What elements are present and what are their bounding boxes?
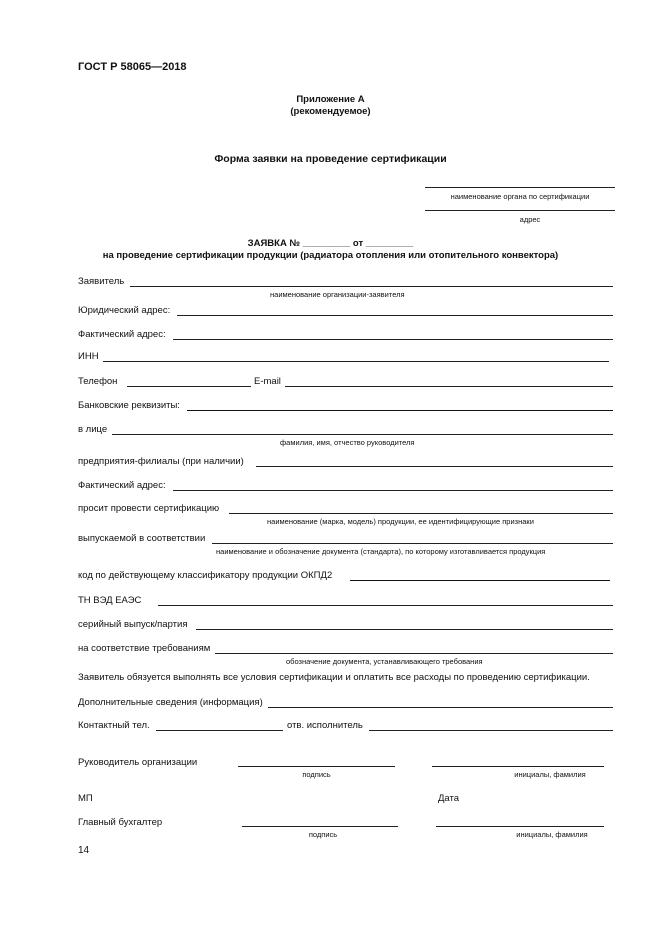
application-subtitle: на проведение сертификации продукции (радиатора отопления или отопительного конвектора) — [102, 250, 559, 261]
branch-address-line[interactable] — [173, 490, 613, 491]
head-signature-line[interactable] — [238, 766, 395, 767]
compliance-line[interactable] — [215, 653, 613, 654]
produced-caption: наименование и обозначение документа (стандарта), по которому изготавливается продукция — [216, 547, 546, 556]
inn-label: ИНН — [78, 351, 99, 362]
produced-line[interactable] — [212, 543, 613, 544]
compliance-caption: обозначение документа, устанавливающего требования — [286, 657, 483, 666]
stamp-label: МП — [78, 793, 93, 804]
accountant-label: Главный бухгалтер — [78, 817, 163, 828]
additional-line[interactable] — [268, 707, 613, 708]
legal-address-line[interactable] — [177, 315, 613, 316]
applicant-label: Заявитель — [78, 276, 125, 287]
standard-code: ГОСТ Р 58065—2018 — [78, 61, 187, 73]
executor-label: отв. исполнитель — [287, 720, 363, 731]
accountant-signature-caption: подпись — [308, 830, 338, 839]
additional-label: Дополнительные сведения (информация) — [78, 697, 263, 708]
bank-line[interactable] — [187, 410, 613, 411]
head-label: Руководитель организации — [78, 757, 198, 768]
actual-address-line[interactable] — [173, 339, 613, 340]
executor-line[interactable] — [369, 730, 613, 731]
actual-address-label: Фактический адрес: — [78, 329, 166, 340]
request-caption: наименование (марка, модель) продукции, ее идентифицирующие признаки — [267, 517, 534, 526]
phone-line[interactable] — [127, 386, 251, 387]
serial-label: серийный выпуск/партия — [78, 619, 188, 630]
bank-label: Банковские реквизиты: — [78, 400, 180, 411]
head-signature-caption: подпись — [302, 770, 331, 779]
request-label: просит провести сертификацию — [78, 503, 220, 514]
email-line[interactable] — [285, 386, 613, 387]
recipient-org-caption: наименование органа по сертификации — [450, 192, 590, 201]
okpd-line[interactable] — [350, 580, 610, 581]
applicant-line[interactable] — [130, 286, 613, 287]
date-label: Дата — [438, 793, 460, 804]
page-number: 14 — [78, 845, 90, 856]
produced-label: выпускаемой в соответствии — [78, 533, 206, 544]
recipient-address-line[interactable] — [425, 210, 615, 211]
form-title: Форма заявки на проведение сертификации — [214, 153, 447, 165]
tnved-label: ТН ВЭД ЕАЭС — [78, 595, 142, 606]
obligation-text: Заявитель обязуется выполнять все условия сертификации и оплатить все расходы по проведению сертификации. — [78, 672, 590, 683]
compliance-label: на соответствие требованиям — [78, 643, 211, 654]
person-line[interactable] — [112, 434, 613, 435]
branches-line[interactable] — [256, 466, 613, 467]
branch-address-label: Фактический адрес: — [78, 480, 166, 491]
email-label: E-mail — [254, 376, 281, 387]
recipient-address-caption: адрес — [519, 215, 541, 224]
branches-label: предприятия-филиалы (при наличии) — [78, 456, 244, 467]
head-initials-line[interactable] — [432, 766, 604, 767]
inn-line[interactable] — [103, 361, 609, 362]
recipient-org-line[interactable] — [425, 187, 615, 188]
person-caption: фамилия, имя, отчество руководителя — [280, 438, 415, 447]
serial-line[interactable] — [196, 629, 613, 630]
legal-address-label: Юридический адрес: — [78, 305, 171, 316]
person-label: в лице — [78, 424, 108, 435]
head-initials-caption: инициалы, фамилия — [514, 770, 586, 779]
tnved-line[interactable] — [158, 605, 613, 606]
accountant-signature-line[interactable] — [242, 826, 398, 827]
accountant-initials-line[interactable] — [436, 826, 604, 827]
applicant-caption: наименование организации-заявителя — [270, 290, 405, 299]
contact-phone-label: Контактный тел. — [78, 720, 150, 731]
application-number: ЗАЯВКА № _________ от _________ — [247, 238, 414, 249]
phone-label: Телефон — [78, 376, 118, 387]
appendix-title: Приложение А — [296, 94, 365, 105]
request-line[interactable] — [229, 513, 613, 514]
okpd-label: код по действующему классификатору продукции ОКПД2 — [78, 570, 333, 581]
accountant-initials-caption: инициалы, фамилия — [516, 830, 588, 839]
appendix-type: (рекомендуемое) — [290, 106, 371, 117]
contact-phone-line[interactable] — [156, 730, 283, 731]
